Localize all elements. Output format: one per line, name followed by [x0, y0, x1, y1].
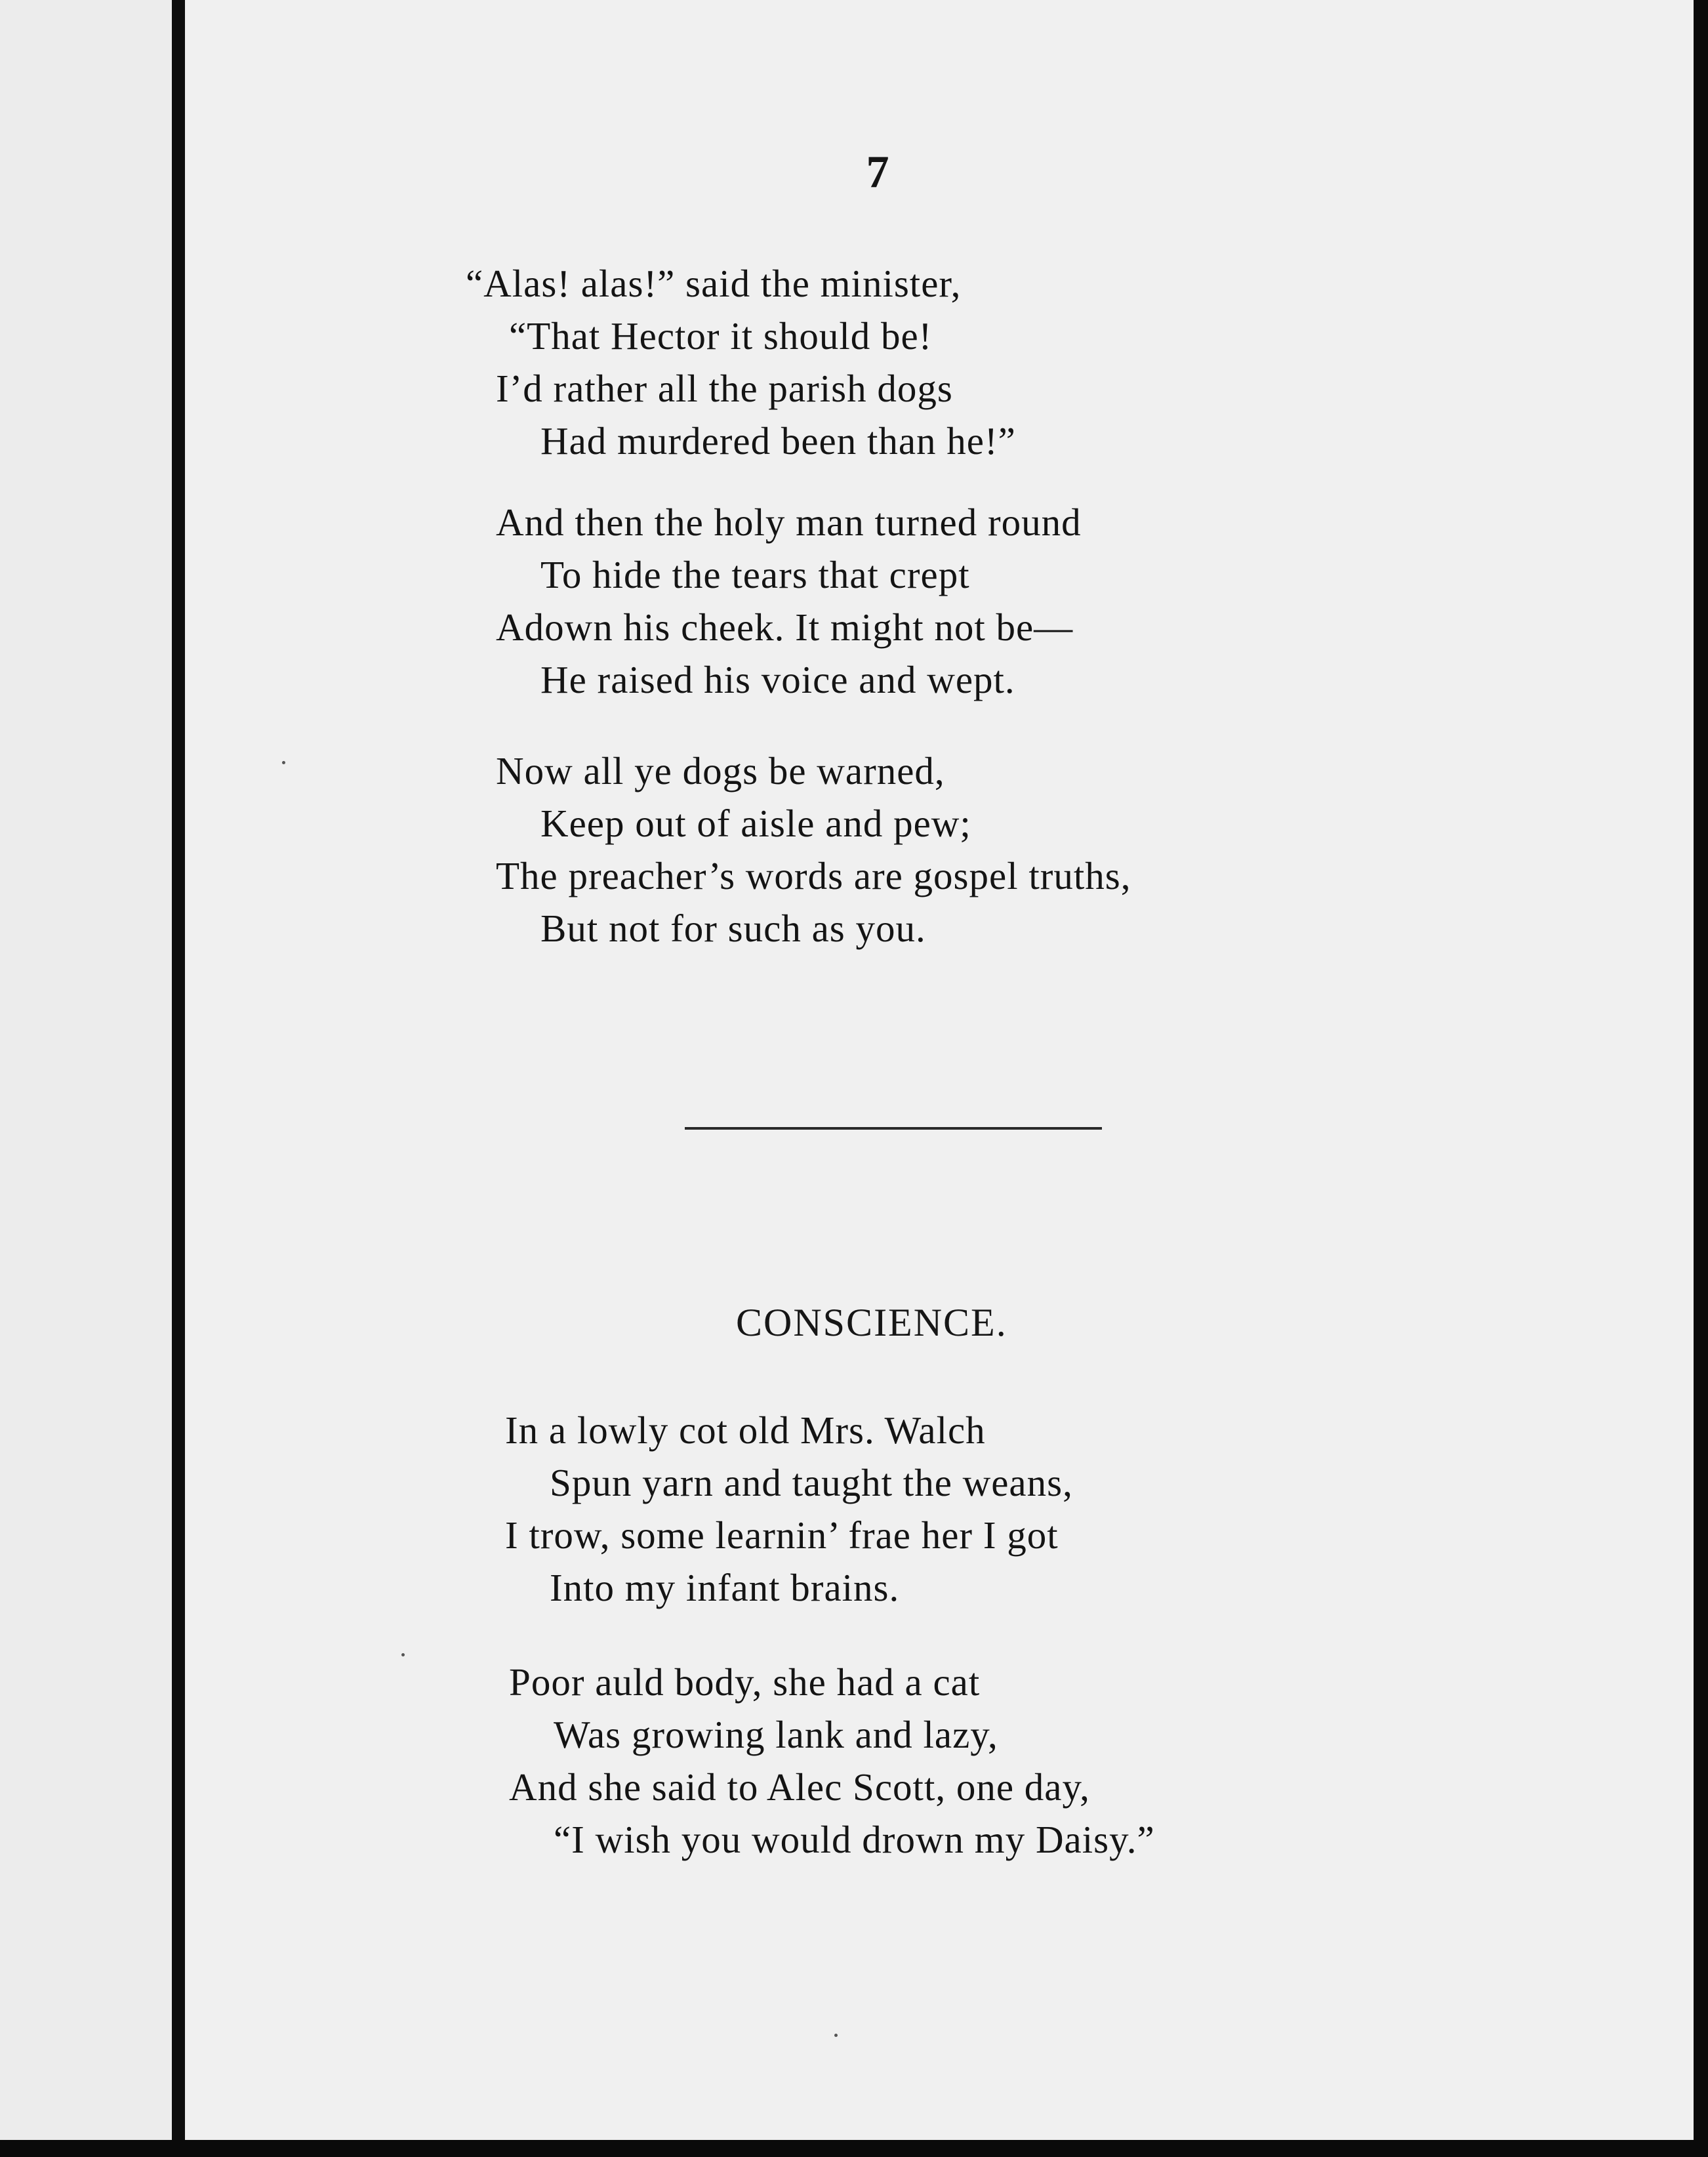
book-spine-shadow — [172, 0, 185, 2140]
verse-line: “Alas! alas!” said the minister, — [466, 262, 962, 305]
stanza — [466, 257, 1016, 467]
verse-line: And she said to Alec Scott, one day, — [509, 1765, 1090, 1809]
page-number: 7 — [866, 147, 889, 197]
verse-line: He raised his voice and wept. — [540, 658, 1015, 701]
verse-line: Keep out of aisle and pew; — [540, 802, 971, 845]
verse-line: Poor auld body, she had a cat — [509, 1660, 981, 1704]
verse-line: Into my infant brains. — [550, 1566, 900, 1609]
verse-line: In a lowly cot old Mrs. Walch — [505, 1408, 986, 1452]
poem-title: CONSCIENCE. — [736, 1301, 1007, 1344]
verse-line: The preacher’s words are gospel truths, — [496, 854, 1131, 897]
verse-line: I’d rather all the parish dogs — [496, 367, 953, 410]
verse-line: “I wish you would drown my Daisy.” — [554, 1818, 1155, 1861]
section-divider — [685, 1127, 1102, 1130]
verse-line: But not for such as you. — [540, 907, 926, 950]
stanza — [496, 745, 1131, 955]
verse-line: Adown his cheek. It might not be— — [496, 606, 1074, 649]
scan-speck — [282, 761, 285, 764]
verse-line: Spun yarn and taught the weans, — [550, 1461, 1073, 1504]
scan-border-bottom — [0, 2140, 1708, 2157]
scan-speck — [834, 2034, 838, 2037]
verse-line: Now all ye dogs be warned, — [496, 749, 945, 792]
scan-border-right — [1694, 0, 1708, 2157]
verse-line: I trow, some learnin’ frae her I got — [505, 1513, 1059, 1557]
verse-line: Was growing lank and lazy, — [554, 1713, 998, 1756]
verse-line: “That Hector it should be! — [509, 314, 933, 358]
verse-line: And then the holy man turned round — [496, 501, 1082, 544]
stanza — [505, 1404, 1073, 1614]
scan-speck — [401, 1653, 405, 1656]
stanza — [496, 496, 1082, 706]
stanza — [509, 1656, 1155, 1866]
verse-line: Had murdered been than he!” — [540, 419, 1016, 462]
previous-leaf-edge — [0, 0, 172, 2140]
verse-line: To hide the tears that crept — [540, 553, 970, 596]
